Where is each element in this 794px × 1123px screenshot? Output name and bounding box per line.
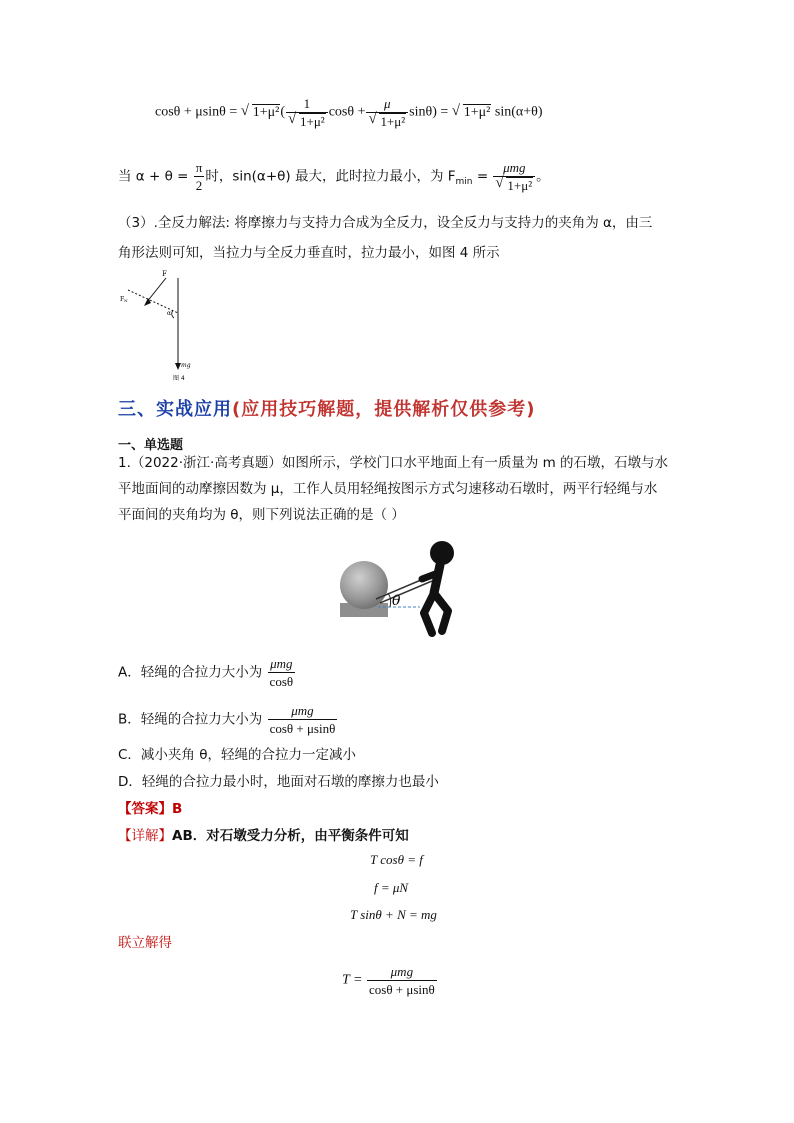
option-a: A．轻绳的合拉力大小为 $\frac{\text{μmg}}{\cos\theta}$ [118,656,294,689]
figure-4-force-diagram [118,268,208,383]
person-leg-2 [434,593,448,631]
result-equation: T = $\frac{\text{μmg}}{\cos\theta + \mu\sin\theta}$ [342,964,435,997]
angle-arc [172,310,174,318]
frac-1: 1 √ 1+μ² [286,96,328,129]
pull-force-line [146,278,166,303]
minimum-condition-line: 当 α + θ = $\frac{\pi}{2}$ 时，sin(α+θ) 最大，此时拉力最小，为 $F_{min}$ = μmg √ 1+μ² 。 [118,160,550,195]
person-leg-1 [424,593,434,633]
pull-arrowhead [144,298,151,306]
subsection-title: 一、单选题 [118,438,184,453]
option-d: D．轻绳的合拉力最小时，地面对石墩的摩擦力也最小 [118,774,439,790]
equation-3: T sinθ + N = mg [350,907,437,922]
option-b: B．轻绳的合拉力大小为 $\frac{\text{μmg}}{\cos\theta + \mu\sin\theta}$ [118,703,336,736]
pi-over-2: $\frac{\pi}{2}$ [195,160,203,193]
label-fn: FN [120,296,128,303]
label-f: F [162,270,167,278]
option-b-fraction: $\frac{\text{μmg}}{\cos\theta + \mu\sin\theta}$ [269,703,336,736]
eq-mid1: cosθ + [328,104,366,120]
eq-mid2: sinθ) = [409,104,449,120]
question-1 [118,450,688,528]
combine-label: 联立解得 [118,935,172,951]
equation-2: f = μN [374,880,409,895]
question-line2: 平地面间的动摩擦因数为 μ，工作人员用轻绳按图示方式匀速移动石墩时，两平行轻绳与水 [118,481,658,497]
detail-line: 【详解】AB．对石墩受力分析，由平衡条件可知 [118,828,409,844]
question-line3: 平面间的夹角均为 θ，则下列说法正确的是（ ） [118,507,405,523]
equation-1: T cosθ = f [370,852,423,867]
stone-pier-figure [338,535,468,640]
equation-top: cosθ + μsinθ = √ 1+μ²( 1 √ 1+μ² cosθ + μ √ 1+μ² sinθ) = √ 1+μ² sin(α+θ) [155,96,543,129]
answer-line: 【答案】B [118,801,183,817]
method3-paragraph [118,210,688,266]
sqrt-2: √ 1+μ² [452,105,492,121]
theta-label: θ [392,593,401,609]
section-subtitle: (应用技巧解题，提供解析仅供参考) [232,399,536,420]
question-line1: 1.（2022·浙江·高考真题）如图所示，学校门口水平地面上有一质量为 m 的石墩，石墩与水 [118,455,669,471]
label-alpha: α [167,310,172,317]
eq-tail: sin(α+θ) [494,104,543,120]
figure-caption: 图 4 [173,375,185,382]
frac-2: μ √ 1+μ² [366,96,408,129]
method3-line1: （3）.全反力解法: 将摩擦力与支持力合成为全反力，设全反力与支持力的夹角为 α，由三 [118,215,653,231]
eq-lhs: cosθ + μsinθ = [155,104,238,120]
option-a-fraction: $\frac{\text{μmg}}{\cos\theta}$ [269,656,294,689]
label-mg: mg [181,362,191,369]
stone-ball [340,561,388,609]
section-title: 三、实战应用(应用技巧解题，提供解析仅供参考) [118,399,536,420]
result-fraction: $\frac{\text{μmg}}{\cos\theta + \mu\sin\theta}$ [368,964,435,997]
sqrt-1: √ 1+μ² [241,105,281,121]
fmin-fraction: μmg √ 1+μ² [493,160,535,193]
person-torso [434,565,440,593]
method3-line2: 角形法则可知，当拉力与全反力垂直时，拉力最小，如图 4 所示 [118,245,500,261]
option-c: C．减小夹角 θ，轻绳的合拉力一定减小 [118,747,356,763]
